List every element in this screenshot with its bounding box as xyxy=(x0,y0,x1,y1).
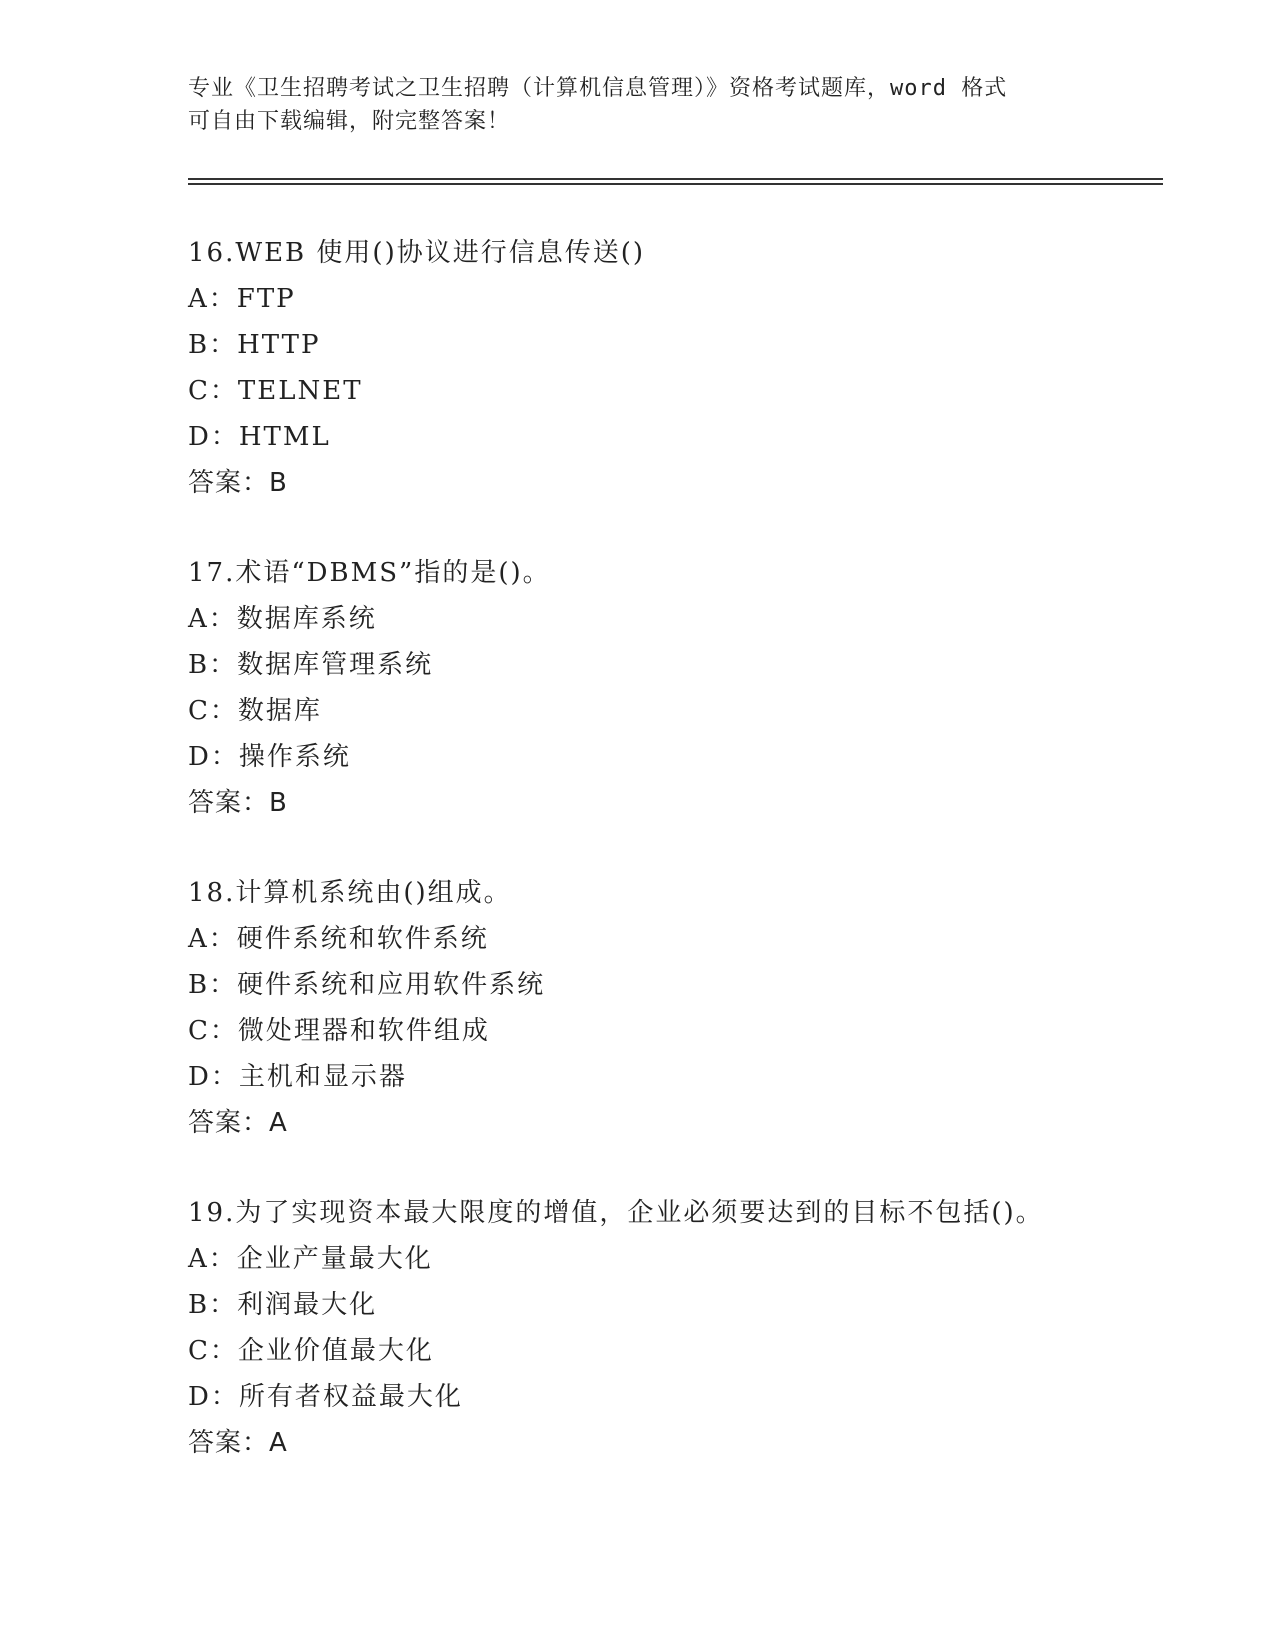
option-b: B：硬件系统和应用软件系统 xyxy=(188,970,546,1000)
option-a: A：企业产量最大化 xyxy=(188,1244,433,1274)
option-a: A：FTP xyxy=(188,284,296,314)
answer: 答案：A xyxy=(188,1428,288,1458)
answer: 答案：B xyxy=(188,468,288,498)
header-divider-bottom xyxy=(188,183,1163,185)
question-16 xyxy=(188,230,1188,506)
header-line-1: 专业《卫生招聘考试之卫生招聘（计算机信息管理）》资格考试题库，word 格式 xyxy=(188,76,1008,101)
question-stem: 18.计算机系统由()组成。 xyxy=(188,878,512,908)
question-19 xyxy=(188,1190,1188,1466)
header-divider-top xyxy=(188,178,1163,180)
option-b: B：HTTP xyxy=(188,330,321,360)
option-a: A：硬件系统和软件系统 xyxy=(188,924,489,954)
answer: 答案：B xyxy=(188,788,288,818)
option-c: C：数据库 xyxy=(188,696,322,726)
option-c: C：微处理器和软件组成 xyxy=(188,1016,490,1046)
question-17 xyxy=(188,550,1188,826)
question-stem: 19.为了实现资本最大限度的增值，企业必须要达到的目标不包括()。 xyxy=(188,1198,1044,1228)
option-d: D：所有者权益最大化 xyxy=(188,1382,463,1412)
option-b: B：数据库管理系统 xyxy=(188,650,434,680)
option-c: C：TELNET xyxy=(188,376,363,406)
option-a: A：数据库系统 xyxy=(188,604,377,634)
question-stem: 16.WEB 使用()协议进行信息传送() xyxy=(188,238,645,268)
option-d: D：主机和显示器 xyxy=(188,1062,407,1092)
question-stem: 17.术语“DBMS”指的是()。 xyxy=(188,558,551,588)
option-d: D：操作系统 xyxy=(188,742,351,772)
document-header xyxy=(188,72,1088,138)
option-b: B：利润最大化 xyxy=(188,1290,378,1320)
answer: 答案：A xyxy=(188,1108,288,1138)
header-line-2: 可自由下载编辑，附完整答案！ xyxy=(188,109,511,134)
question-18 xyxy=(188,870,1188,1146)
option-c: C：企业价值最大化 xyxy=(188,1336,434,1366)
option-d: D：HTML xyxy=(188,422,331,452)
